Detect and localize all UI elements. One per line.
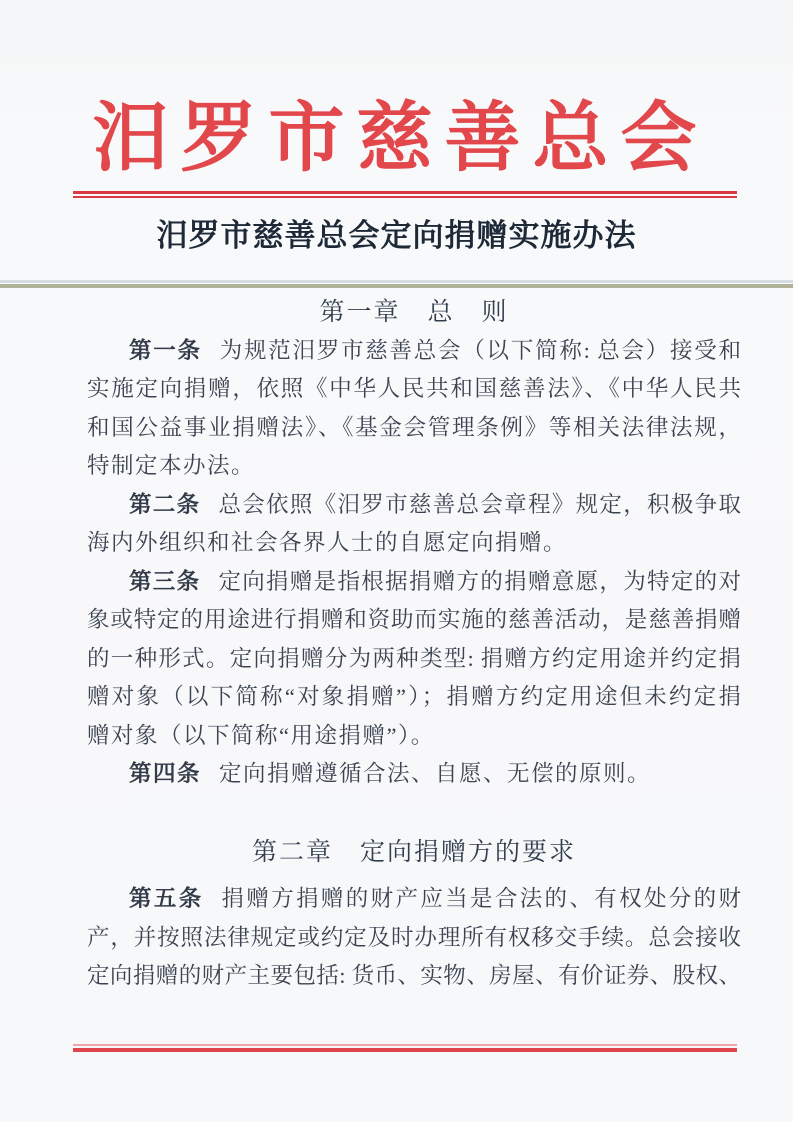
line-text: 总会依照《汨罗市慈善总会章程》规定，积极争取 xyxy=(218,491,741,517)
text-line xyxy=(87,332,741,371)
scan-fold-line-dark xyxy=(0,284,793,288)
scan-fold-line-light xyxy=(0,280,793,283)
footer-divider-line-thick xyxy=(73,1048,737,1052)
line-text: 赠对象（以下简称“用途捐赠”）。 xyxy=(87,722,435,748)
article-number: 第二条 xyxy=(129,491,201,517)
document-body xyxy=(87,293,741,996)
text-line xyxy=(87,755,741,794)
text-line xyxy=(87,640,741,679)
document-title: 汨罗市慈善总会定向捐赠实施办法 xyxy=(156,218,637,253)
line-text: 海内外组织和社会各界人士的自愿定向捐赠。 xyxy=(87,530,568,555)
line-text: 定向捐赠是指根据捐赠方的捐赠意愿，为特定的对 xyxy=(218,568,741,594)
text-line xyxy=(87,919,741,958)
line-text: 实施定向捐赠，依照《中华人民共和国慈善法》、《中华人民共 xyxy=(87,376,741,401)
blank-line xyxy=(87,794,741,833)
line-text: 的一种形式。定向捐赠分为两种类型: 捐赠方约定用途并约定捐 xyxy=(87,645,741,671)
chapter-heading: 第一章 总 则 xyxy=(319,298,509,326)
article-number: 第三条 xyxy=(129,568,201,594)
line-text: 和国公益事业捐赠法》、《基金会管理条例》等相关法律法规， xyxy=(87,414,741,440)
article-number: 第五条 xyxy=(129,886,204,911)
text-line xyxy=(87,717,741,756)
text-line xyxy=(87,524,741,563)
text-line xyxy=(87,409,741,448)
line-text: 为规范汨罗市慈善总会（以下简称: 总会）接受和 xyxy=(219,337,741,363)
text-line xyxy=(87,678,741,717)
text-line xyxy=(87,957,741,996)
chapter-heading: 第二章 定向捐赠方的要求 xyxy=(251,838,576,866)
org-letterhead-title: 汨罗市慈善总会 xyxy=(92,97,709,181)
line-text: 捐赠方捐赠的财产应当是合法的、有权处分的财 xyxy=(221,886,741,911)
text-line xyxy=(87,880,741,919)
footer-divider-line-thin xyxy=(73,1044,737,1046)
text-line xyxy=(87,601,741,640)
article-number: 第四条 xyxy=(129,761,202,786)
letterhead-divider-line xyxy=(73,191,737,198)
text-line xyxy=(87,563,741,602)
text-line xyxy=(87,486,741,525)
line-text: 象或特定的用途进行捐赠和资助而实施的慈善活动，是慈善捐赠 xyxy=(87,607,741,632)
line-text: 赠对象（以下简称“对象捐赠”）；捐赠方约定用途但未约定捐 xyxy=(87,684,741,709)
line-text: 定向捐赠的财产主要包括: 货币、实物、房屋、有价证券、股权、 xyxy=(87,963,741,988)
article-number: 第一条 xyxy=(129,337,202,363)
text-line xyxy=(87,370,741,409)
line-text: 产，并按照法律规定或约定及时办理所有权移交手续。总会接收 xyxy=(87,924,741,950)
line-text: 特制定本办法。 xyxy=(87,453,256,478)
line-text: 定向捐赠遵循合法、自愿、无偿的原则。 xyxy=(219,761,652,786)
text-line xyxy=(87,447,741,486)
